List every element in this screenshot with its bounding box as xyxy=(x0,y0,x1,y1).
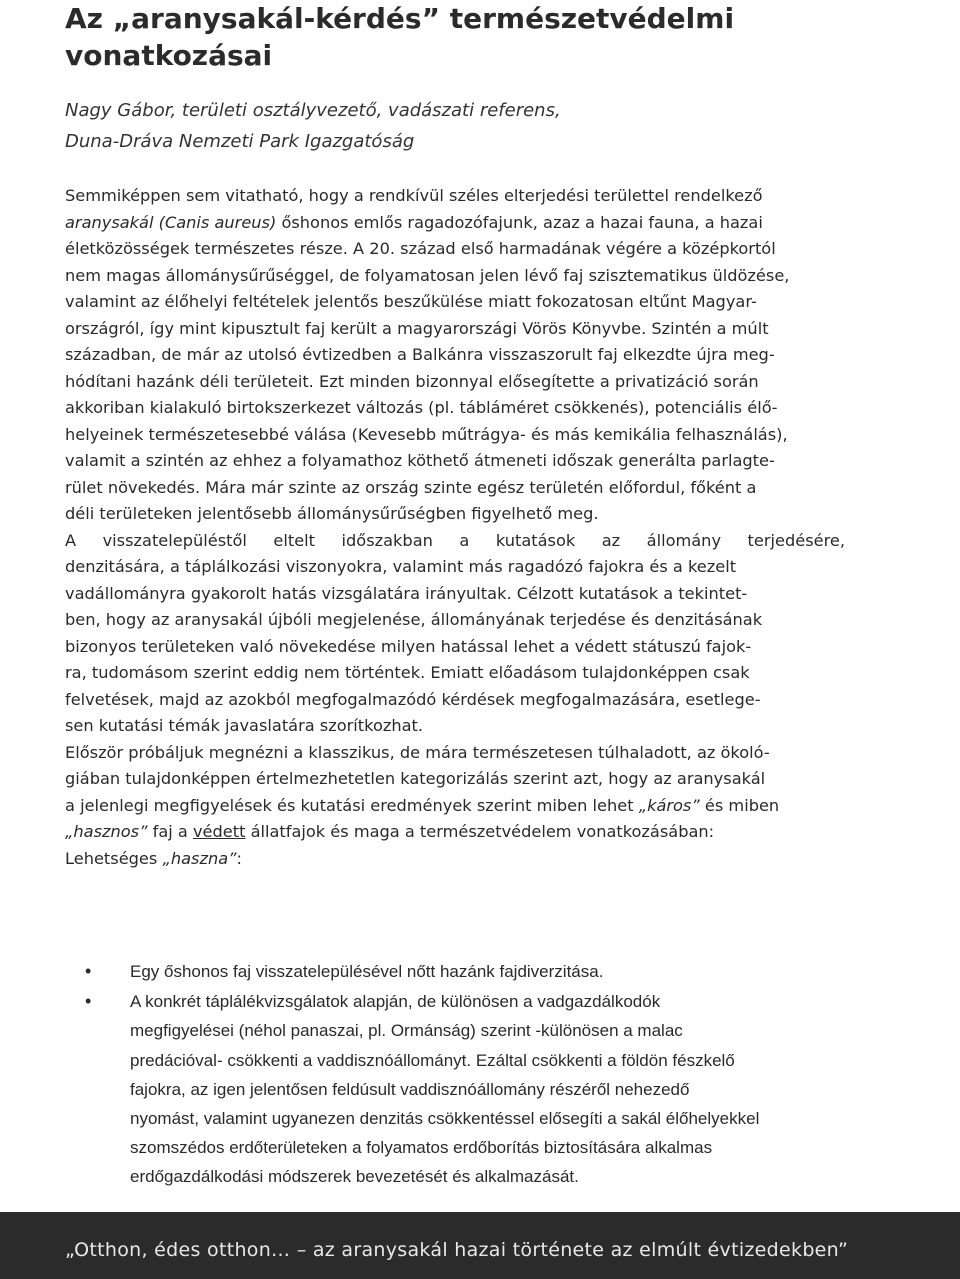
species-name: aranysakál (Canis aureus) xyxy=(65,212,277,232)
text-span: és miben xyxy=(699,795,780,815)
text-line xyxy=(65,846,845,873)
page-footer xyxy=(0,1212,960,1279)
bullet-line: nyomást, valamint ugyanezen denzitás csökkentéssel elősegíti a sakál élőhelyekkel xyxy=(130,1109,760,1129)
text-line: rület növekedés. Mára már szinte az ország szinte egész területén előfordul, főként a xyxy=(65,477,757,497)
footer-text: „Otthon, édes otthon… – az aranysakál hazai története az elmúlt évtizedekben” xyxy=(65,1239,849,1261)
bullet-item xyxy=(65,957,845,986)
text-span: Lehetséges xyxy=(65,848,163,868)
text-line: déli területeken jelentősebb állománysűrűségben figyelhető meg. xyxy=(65,504,599,523)
text-line: akkoriban kialakuló birtokszerkezet változás (pl. tábláméret csökkenés), potenciális élő- xyxy=(65,398,778,417)
text-line: helyeinek természetesebbé válása (Kevesebb műtrágya- és más kemikália felhasználás), xyxy=(65,424,788,444)
bullet-line: Egy őshonos faj visszatelepülésével nőtt hazánk fajdiverzitása. xyxy=(130,962,604,981)
bullet-icon: • xyxy=(85,991,92,1012)
author-block xyxy=(65,95,865,157)
text-line: valamit a szintén az ehhez a folyamathoz köthető átmeneti időszak generálta parlagte- xyxy=(65,451,775,470)
text-line: sen kutatási témák javaslatára szorítkozhat. xyxy=(65,716,424,735)
title-line: Az „aranysakál-kérdés” természetvédelmi xyxy=(65,2,735,35)
text-line xyxy=(65,793,845,820)
text-span: faj a xyxy=(147,822,193,841)
text-line: ra, tudomásom szerint eddig nem történtek. Emiatt előadásom tulajdonképpen csak xyxy=(65,663,750,682)
text-span: őshonos emlős ragadozófajunk, azaz a hazai fauna, a hazai xyxy=(276,212,763,232)
bullet-icon: • xyxy=(85,961,92,981)
text-line: A visszatelepüléstől eltelt időszakban a kutatások az állomány terjedésére, xyxy=(65,530,845,550)
emphasis: „hasznos” xyxy=(65,822,148,841)
text-line: életközösségek természetes része. A 20. század első harmadának végére a középkortól xyxy=(65,239,776,258)
author-line: Nagy Gábor, területi osztályvezető, vadászati referens, xyxy=(65,100,561,121)
emphasis: „káros” xyxy=(638,795,700,815)
bullet-line: megfigyelései (néhol panaszai, pl. Ormánság) szerint -különösen a malac xyxy=(130,1021,683,1041)
text-line: giában tulajdonképpen értelmezhetetlen kategorizálás szerint azt, hogy az aranysakál xyxy=(65,769,766,788)
text-line: ben, hogy az aranysakál újbóli megjelenése, állományának terjedése és denzitásának xyxy=(65,610,763,629)
text-line xyxy=(65,819,845,846)
text-line: Először próbáljuk megnézni a klasszikus, de mára természetesen túlhaladott, az ökoló- xyxy=(65,742,770,762)
page-title xyxy=(65,0,885,74)
text-line: nem magas állománysűrűséggel, de folyamatosan jelen lévő faj szisztematikus üldözése, xyxy=(65,265,790,285)
bullet-list xyxy=(65,957,845,1192)
text-line: hódítani hazánk déli területeit. Ezt minden bizonnyal elősegítette a privatizáció során xyxy=(65,371,759,391)
text-span: : xyxy=(236,848,242,868)
text-line: országról, így mint kipusztult faj került a magyarországi Vörös Könyvbe. Szintén a múlt xyxy=(65,318,769,338)
text-line xyxy=(65,210,845,237)
text-line: denzitására, a táplálkozási viszonyokra, valamint más ragadózó fajokra és a kezelt xyxy=(65,557,737,576)
text-line: valamint az élőhelyi feltételek jelentős beszűkülése miatt fokozatosan eltűnt Magyar- xyxy=(65,292,757,311)
bullet-line: szomszédos erdőterületeken a folyamatos erdőborítás biztosítására alkalmas xyxy=(130,1138,713,1158)
emphasis: „haszna” xyxy=(162,848,237,868)
text-line: bizonyos területeken való növekedése milyen hatással lehet a védett státuszú fajok- xyxy=(65,636,752,656)
title-line: vonatkozásai xyxy=(65,39,273,72)
bullet-line: erdőgazdálkodási módszerek bevezetését és alkalmazását. xyxy=(130,1167,579,1187)
text-span: állatfajok és maga a természetvédelem vonatkozásában: xyxy=(245,822,715,841)
bullet-line: A konkrét táplálékvizsgálatok alapján, de különösen a vadgazdálkodók xyxy=(130,992,661,1012)
bullet-line: predációval- csökkenti a vaddisznóállományt. Ezáltal csökkenti a földön fészkelő xyxy=(130,1050,735,1070)
article-body xyxy=(65,183,845,872)
bullet-item xyxy=(65,987,845,1191)
author-line: Duna-Dráva Nemzeti Park Igazgatóság xyxy=(65,131,415,152)
text-line: században, de már az utolsó évtizedben a Balkánra visszaszorult faj elkezdte újra meg- xyxy=(65,345,775,364)
text-line: Semmiképpen sem vitatható, hogy a rendkívül széles elterjedési területtel rendelkező xyxy=(65,186,763,205)
text-line: felvetések, majd az azokból megfogalmazódó kérdések megfogalmazására, esetlege- xyxy=(65,689,761,709)
underlined-word: védett xyxy=(192,822,246,841)
bullet-line: fajokra, az igen jelentősen feldúsult vaddisznóállomány részéről nehezedő xyxy=(130,1079,690,1099)
text-span: a jelenlegi megfigyelések és kutatási eredmények szerint miben lehet xyxy=(65,795,639,815)
text-line: vadállományra gyakorolt hatás vizsgálatára irányultak. Célzott kutatások a tekintet- xyxy=(65,583,748,603)
